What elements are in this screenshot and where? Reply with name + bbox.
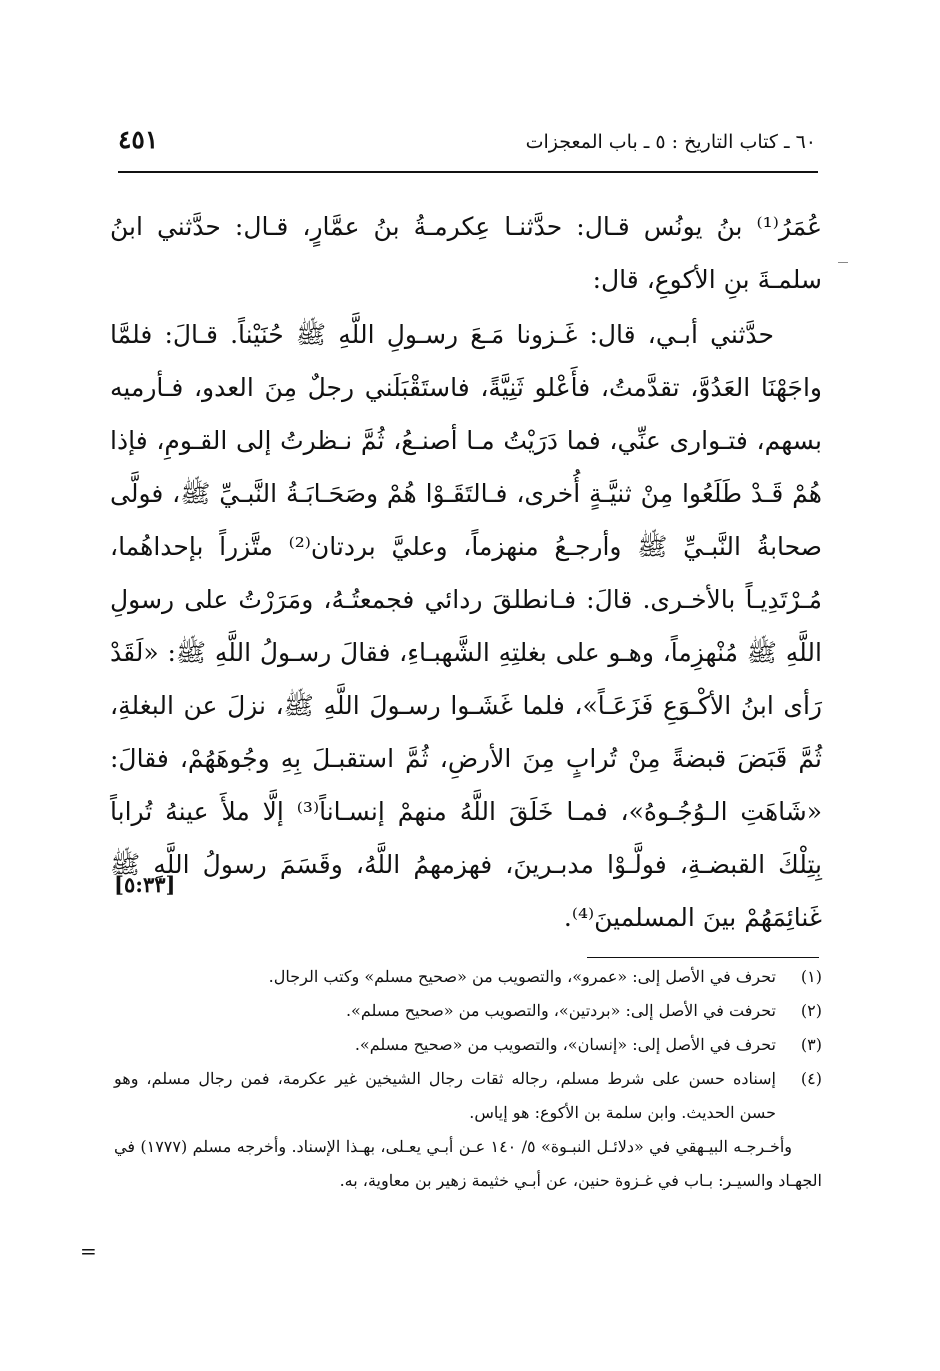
footnote-number: (٢)	[800, 1001, 822, 1020]
page-number: ٤٥١	[118, 125, 159, 154]
footnote-number: (٤)	[800, 1069, 822, 1088]
footnote-text: تحرف في الأصل إلى: «إنسان»، والتصويب من «صحيح مسلم».	[354, 1035, 776, 1054]
reference-number: [٥:٣٣]	[114, 872, 176, 897]
footnote-3	[114, 1028, 822, 1062]
running-header	[118, 125, 816, 169]
isnad-line: عُمَرُ⁽¹⁾ بنُ يونُس قـال: حدَّثنـا عِكرمـةُ بنُ عمَّارٍ، قـال: حدَّثني ابنُ سلمـةَ بنِ الأكوعِ، قال:	[110, 212, 822, 294]
footnote-text: إسناده حسن على شرط مسلم، رجاله ثقات رجال الشيخين غير عكرمة، فمن رجال مسلم، وهو حسن الحديث. وابن سلمة بن الأكوع: هو إياس.	[114, 1069, 776, 1122]
footnotes	[114, 960, 822, 1198]
footnote-2	[114, 994, 822, 1028]
footnote-number: (١)	[800, 967, 822, 986]
footnote-1	[114, 960, 822, 994]
header-rule	[118, 171, 818, 173]
hadith-paragraph: حدَّثني أبـي، قال: غَـزونا مَـعَ رسـولِ اللَّهِ ﷺ حُنَيْناً. قـالَ: فلمَّا واجَهْنَا العَدُوَّ، تقدَّمتُ، فأَعْلو ثَنِيَّةً، فاستَقْبَلَني رجلٌ مِنَ العدو، فـأرميه بسهم، فتـوارى عنِّي، فما دَرَيْتُ مـا أصنـعُ، ثُمَّ نـظرتُ إلى القـومِ، فإذا هُمْ قَـدْ طَلَعُوا مِنْ ثنيَّـةٍ أُخرى، فـالتَقَـوْا هُمْ وصَحَـابَـةُ النَّبـيِّ ﷺ، فولَّى صحابةُ النَّبـيِّ ﷺ وأرجـعُ منهزماً، وعليَّ بردتان⁽²⁾ متَّزراً بإحداهُما، مُـرْتَدِيـاً بالأخـرى. قالَ: فـانطلقَ ردائي فجمعتُـهُ، ومَرَرْتُ على رسولِ اللَّهِ ﷺ مُنْهزِماً، وهـو على بغلتِهِ الشَّهبـاءِ، فقالَ رسـولُ اللَّهِ ﷺ: «لَقَدْ رَأى ابنُ الأكْـوَعِ فَزَعَـاً»، فلما غَشَـوا رسـولَ اللَّهِ ﷺ، نزلَ عن البغلةِ، ثُمَّ قَبَضَ قبضةً مِنْ تُرابٍ مِنَ الأرضِ، ثُمَّ استقبـلَ بِهِ وجُوهَهُمْ، فقالَ: «شَاهَتِ الـوُجُـوهُ»، فمـا خَلَقَ اللَّهُ منهمْ إنسـاناً⁽³⁾ إلَّا ملأَ عينهُ تُراباً بِتِلْكَ القبضـةِ، فولَّـوْا مدبـرينَ، فهزمهمُ اللَّهُ، وقَسَمَ رسولُ اللَّهِ ﷺ غَنائِمَهُمْ بينَ المسلمينَ⁽⁴⁾.	[110, 320, 823, 932]
chapter-title: ٦٠ ـ كتاب التاريخ : ٥ ـ باب المعجزات	[525, 131, 816, 153]
footnote-rule	[587, 957, 819, 958]
footnote-4-continuation: وأخـرجـه البيـهقي في «دلائـل النبـوة» ٥/ ١٤٠ عـن أبـي يعـلى، بهـذا الإسناد. وأخرجه مسلم (١٧٧٧) في الجهـاد والسيـر: بـاب في غـزوة حنين، عن أبـي خثيمة زهير بن معاوية، به.	[114, 1137, 822, 1190]
margin-line-marker	[838, 262, 848, 263]
footnote-4	[114, 1062, 822, 1130]
hadith-text	[110, 200, 822, 944]
continuation-mark: =	[80, 1239, 97, 1263]
footnote-number: (٣)	[800, 1035, 822, 1054]
footnote-text: تحرف في الأصل إلى: «عمرو»، والتصويب من «صحيح مسلم» وكتب الرجال.	[268, 967, 776, 986]
footnote-text: تحرفت في الأصل إلى: «بردتين»، والتصويب من «صحيح مسلم».	[345, 1001, 776, 1020]
